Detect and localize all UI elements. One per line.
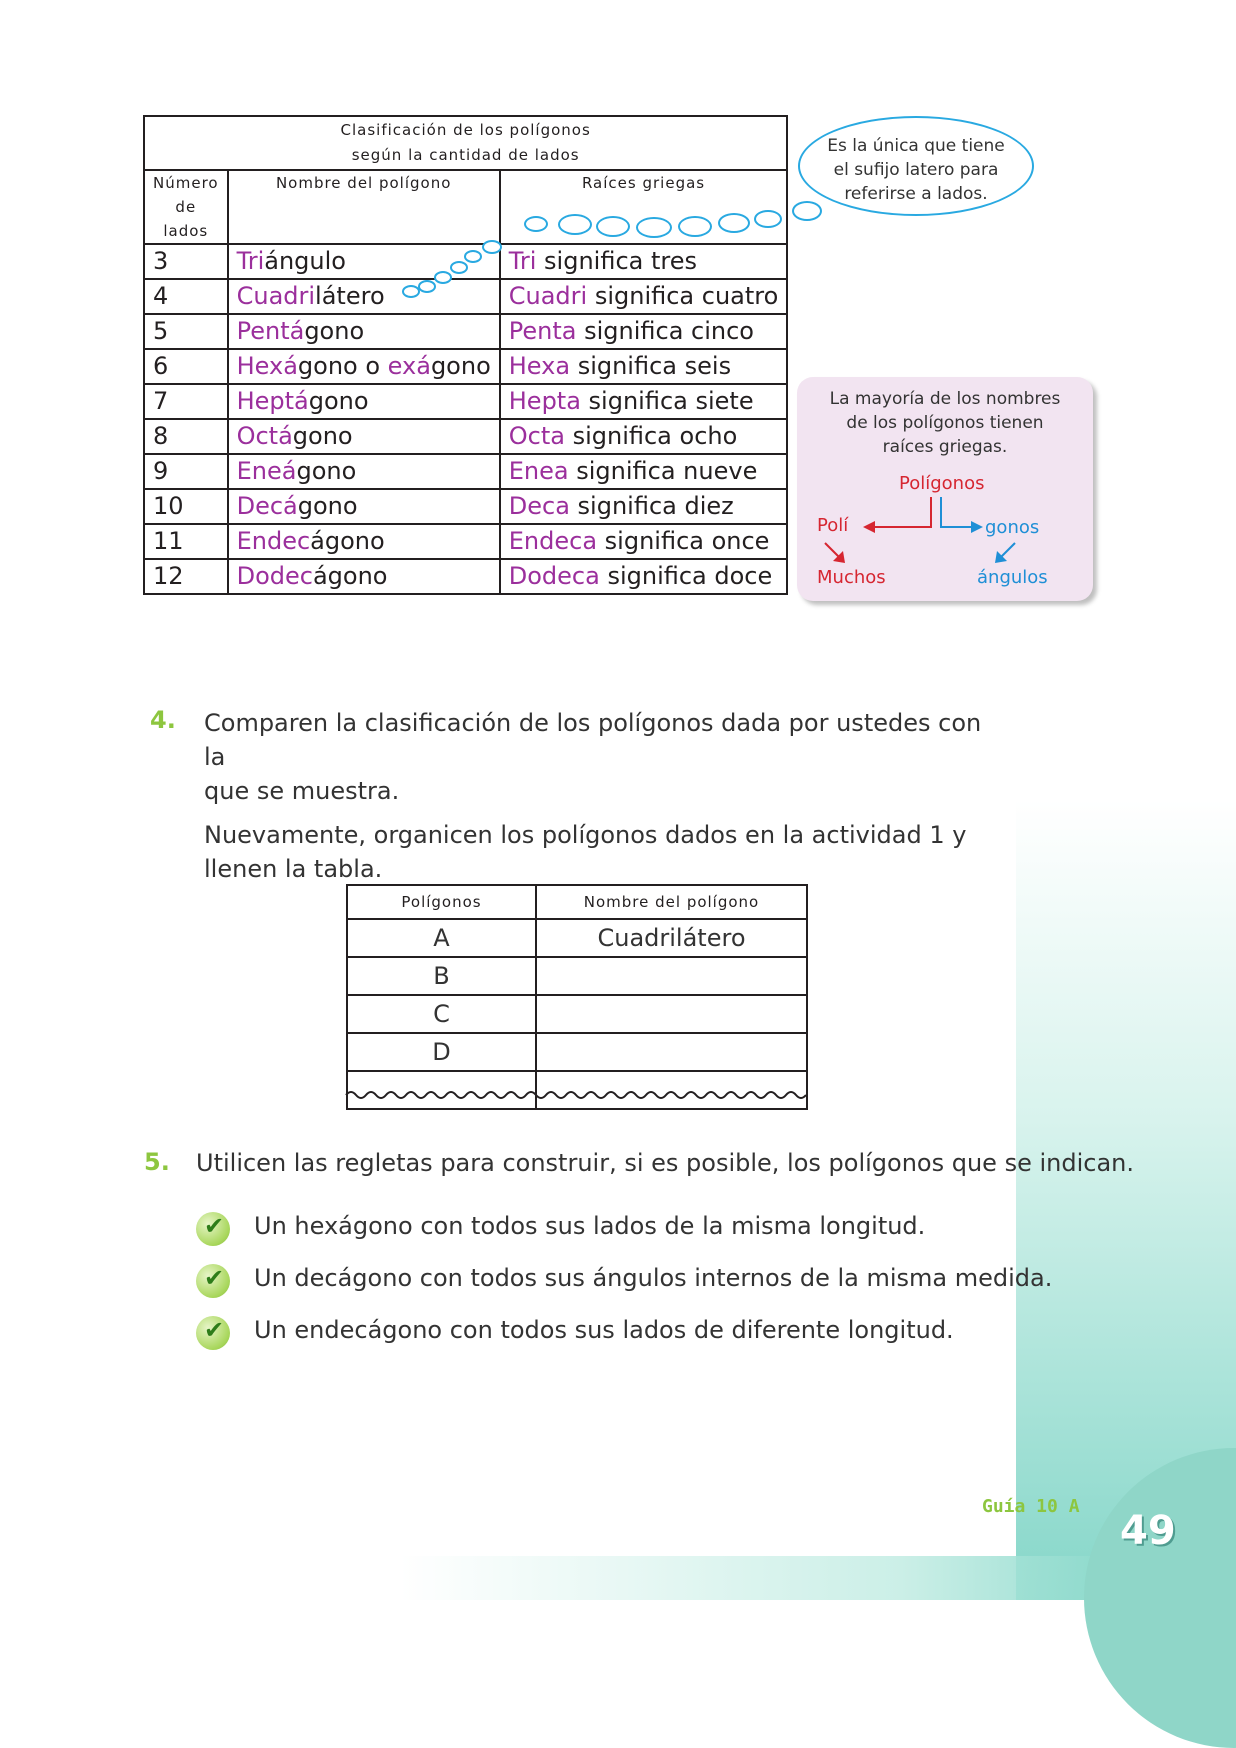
info-line-2: de los polígonos tienen bbox=[846, 413, 1044, 433]
name-rest: gono bbox=[297, 492, 358, 520]
name-cell bbox=[228, 384, 500, 419]
root-cell bbox=[500, 524, 788, 559]
fill-in-table bbox=[346, 884, 808, 1110]
name-alt-rest: gono bbox=[430, 352, 491, 380]
header-roots: Raíces griegas bbox=[500, 170, 788, 244]
name-rest: ágono bbox=[312, 562, 388, 590]
name-alt-prefix: exá bbox=[387, 352, 431, 380]
page-number: 49 bbox=[1120, 1508, 1176, 1554]
root-prefix: Octa bbox=[508, 422, 565, 450]
name-rest: ángulo bbox=[264, 247, 346, 275]
word-muchos: Muchos bbox=[817, 567, 886, 588]
root-meaning: significa once bbox=[597, 527, 770, 555]
info-line-3: raíces griegas. bbox=[882, 437, 1008, 457]
root-cell bbox=[500, 419, 788, 454]
name-prefix: Octá bbox=[236, 422, 293, 450]
q4-line-2: que se muestra. bbox=[204, 777, 400, 805]
sides-value: 4 bbox=[153, 282, 169, 310]
check-icon: ✔ bbox=[196, 1316, 230, 1350]
bubble-line-3: referirse a lados. bbox=[844, 184, 988, 204]
header-polygons: Polígonos bbox=[347, 885, 536, 919]
blue-arrowhead-gonos bbox=[971, 521, 983, 533]
header-sides bbox=[144, 170, 228, 244]
header-sides-line-1: Número bbox=[153, 174, 219, 192]
sides-value: 12 bbox=[153, 562, 184, 590]
name-rest: ágono bbox=[310, 527, 385, 555]
header-name: Nombre del polígono bbox=[228, 170, 500, 244]
name-prefix: Pentá bbox=[236, 317, 305, 345]
question-4-text bbox=[204, 706, 1004, 886]
table-row bbox=[144, 244, 787, 279]
word-poli: Polí bbox=[817, 515, 849, 536]
sides-value: 6 bbox=[153, 352, 169, 380]
polygon-cell: C bbox=[347, 995, 536, 1033]
table-row bbox=[347, 919, 807, 957]
polygon-cell: B bbox=[347, 957, 536, 995]
root-meaning: significa seis bbox=[570, 352, 732, 380]
sides-cell bbox=[144, 559, 228, 594]
root-cell bbox=[500, 559, 788, 594]
word-gonos: gonos bbox=[985, 517, 1040, 538]
speech-bubble bbox=[798, 116, 1034, 216]
name-cell bbox=[228, 524, 500, 559]
name-cell bbox=[228, 314, 500, 349]
name-prefix: Dodec bbox=[236, 562, 313, 590]
root-prefix: Hepta bbox=[508, 387, 581, 415]
caption-line-2: según la cantidad de lados bbox=[351, 146, 580, 164]
name-rest: látero bbox=[315, 282, 385, 310]
sides-cell bbox=[144, 279, 228, 314]
root-prefix: Hexa bbox=[508, 352, 571, 380]
sides-cell bbox=[144, 244, 228, 279]
checklist-item-text: Un decágono con todos sus ángulos internos de la misma medida. bbox=[254, 1264, 1053, 1292]
sides-value: 10 bbox=[153, 492, 184, 520]
name-cell bbox=[228, 559, 500, 594]
table-row bbox=[144, 524, 787, 559]
root-prefix: Tri bbox=[508, 247, 537, 275]
polygon-name-cell[interactable] bbox=[536, 995, 807, 1033]
question-4-number: 4. bbox=[150, 706, 176, 734]
table-row bbox=[144, 314, 787, 349]
name-prefix: Endec bbox=[236, 527, 311, 555]
table-caption bbox=[144, 116, 787, 170]
name-cell bbox=[228, 349, 500, 384]
polygon-name-cell[interactable] bbox=[536, 1033, 807, 1071]
root-meaning: significa nueve bbox=[568, 457, 758, 485]
checklist-item-text: Un endecágono con todos sus lados de diferente longitud. bbox=[254, 1316, 954, 1344]
table-row bbox=[347, 1033, 807, 1071]
root-prefix: Enea bbox=[508, 457, 569, 485]
root-cell bbox=[500, 314, 788, 349]
table-row bbox=[144, 559, 787, 594]
sides-cell bbox=[144, 384, 228, 419]
wavy-table-edge bbox=[344, 1088, 810, 1102]
name-prefix: Cuadri bbox=[236, 282, 316, 310]
guide-label: Guía 10 A bbox=[982, 1496, 1080, 1517]
table-row bbox=[144, 384, 787, 419]
table-row bbox=[144, 349, 787, 384]
root-meaning: significa diez bbox=[569, 492, 734, 520]
name-rest: gono bbox=[292, 422, 353, 450]
name-prefix: Tri bbox=[236, 247, 265, 275]
header-polygon-name: Nombre del polígono bbox=[536, 885, 807, 919]
name-prefix: Heptá bbox=[236, 387, 309, 415]
root-cell bbox=[500, 454, 788, 489]
table-row bbox=[144, 489, 787, 524]
root-cell bbox=[500, 244, 788, 279]
sides-value: 5 bbox=[153, 317, 169, 345]
table-row bbox=[347, 957, 807, 995]
polygon-name-cell[interactable] bbox=[536, 957, 807, 995]
sides-value: 3 bbox=[153, 247, 169, 275]
root-meaning: significa siete bbox=[580, 387, 754, 415]
blue-arrow-gonos bbox=[941, 497, 973, 527]
name-rest: gono bbox=[296, 457, 357, 485]
root-meaning: significa cinco bbox=[576, 317, 754, 345]
root-meaning: significa cuatro bbox=[587, 282, 779, 310]
name-cell bbox=[228, 454, 500, 489]
sides-value: 8 bbox=[153, 422, 169, 450]
info-line-1: La mayoría de los nombres bbox=[829, 389, 1061, 409]
arrows-diagram bbox=[797, 377, 1093, 601]
sides-value: 9 bbox=[153, 457, 169, 485]
root-cell bbox=[500, 279, 788, 314]
bubble-line-2: el sufijo latero para bbox=[833, 160, 999, 180]
name-cell bbox=[228, 279, 500, 314]
red-arrow-poli bbox=[873, 497, 931, 527]
name-prefix: Decá bbox=[236, 492, 298, 520]
caption-line-1: Clasificación de los polígonos bbox=[340, 121, 591, 139]
check-icon: ✔ bbox=[196, 1264, 230, 1298]
root-prefix: Deca bbox=[508, 492, 570, 520]
root-prefix: Endeca bbox=[508, 527, 598, 555]
root-prefix: Penta bbox=[508, 317, 577, 345]
bubble-line-1: Es la única que tiene bbox=[827, 136, 1005, 156]
name-rest: gono bbox=[308, 387, 369, 415]
q4-line-3: Nuevamente, organicen los polígonos dados en la actividad 1 y bbox=[204, 821, 967, 849]
table-row bbox=[144, 419, 787, 454]
sides-cell bbox=[144, 524, 228, 559]
table-row bbox=[347, 995, 807, 1033]
root-prefix: Cuadri bbox=[508, 282, 588, 310]
question-5-text: Utilicen las regletas para construir, si es posible, los polígonos que se indican. bbox=[196, 1149, 1134, 1177]
root-meaning: significa tres bbox=[536, 247, 698, 275]
name-prefix: Hexá bbox=[236, 352, 298, 380]
sides-cell bbox=[144, 419, 228, 454]
classification-table bbox=[143, 115, 788, 595]
name-cell bbox=[228, 489, 500, 524]
table-row bbox=[144, 454, 787, 489]
red-arrowhead-poli bbox=[863, 521, 875, 533]
root-prefix: Dodeca bbox=[508, 562, 600, 590]
word-angulos: ángulos bbox=[977, 567, 1048, 588]
header-sides-line-2: de lados bbox=[163, 198, 209, 240]
root-cell bbox=[500, 489, 788, 524]
sides-cell bbox=[144, 349, 228, 384]
word-poligonos: Polígonos bbox=[899, 473, 985, 494]
name-prefix: Eneá bbox=[236, 457, 297, 485]
question-5-number: 5. bbox=[144, 1148, 170, 1176]
table-row bbox=[144, 279, 787, 314]
name-rest: gono o bbox=[297, 352, 388, 380]
name-cell bbox=[228, 419, 500, 454]
q4-line-4: llenen la tabla. bbox=[204, 855, 383, 883]
q4-line-1: Comparen la clasificación de los polígonos dada por ustedes con la bbox=[204, 709, 982, 771]
polygon-cell: D bbox=[347, 1033, 536, 1071]
name-rest: gono bbox=[304, 317, 365, 345]
root-cell bbox=[500, 384, 788, 419]
sides-cell bbox=[144, 489, 228, 524]
info-box bbox=[797, 377, 1093, 601]
root-cell bbox=[500, 349, 788, 384]
polygon-name-cell[interactable]: Cuadrilátero bbox=[536, 919, 807, 957]
check-icon: ✔ bbox=[196, 1212, 230, 1246]
sides-cell bbox=[144, 314, 228, 349]
root-meaning: significa ocho bbox=[564, 422, 738, 450]
sides-value: 7 bbox=[153, 387, 169, 415]
checklist-item-text: Un hexágono con todos sus lados de la misma longitud. bbox=[254, 1212, 926, 1240]
sides-cell bbox=[144, 454, 228, 489]
root-meaning: significa doce bbox=[599, 562, 773, 590]
sides-value: 11 bbox=[153, 527, 184, 555]
polygon-cell: A bbox=[347, 919, 536, 957]
